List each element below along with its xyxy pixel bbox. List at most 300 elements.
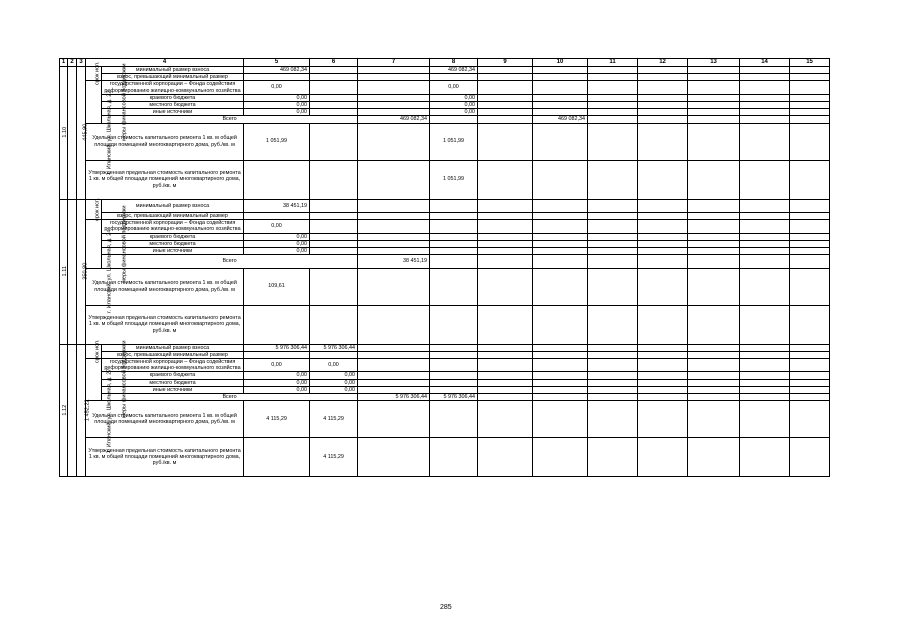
cell-col-8: 469 082,34 bbox=[533, 116, 588, 123]
cell-col-8 bbox=[430, 386, 478, 393]
cell-col-6 bbox=[310, 220, 358, 233]
row-1-over bbox=[60, 212, 830, 219]
cell-col-8: 1 051,99 bbox=[430, 160, 478, 199]
cell-col-9 bbox=[478, 438, 533, 477]
cell-col-13 bbox=[688, 160, 740, 199]
cell-col-7 bbox=[358, 123, 430, 160]
cell-col-15 bbox=[790, 101, 830, 108]
header-col-15: 15 bbox=[790, 59, 830, 67]
cell-col-6 bbox=[310, 212, 358, 219]
cell-col-9 bbox=[478, 66, 533, 73]
cell-col-9 bbox=[478, 74, 533, 81]
cell-col-10 bbox=[638, 393, 688, 400]
total-area: 1 452,22 bbox=[77, 344, 86, 477]
cell-col-13 bbox=[688, 123, 740, 160]
cell-col-6: 4 115,29 bbox=[310, 401, 358, 438]
cell-col-12 bbox=[638, 66, 688, 73]
header-col-5: 5 bbox=[244, 59, 310, 67]
address: г. Иланский, ул. Школьная, д. 22 bbox=[68, 66, 77, 199]
cell-col-11 bbox=[588, 233, 638, 240]
cell-col-14 bbox=[740, 94, 790, 101]
row-0-kray bbox=[60, 94, 830, 101]
cell-col-12 bbox=[638, 401, 688, 438]
cell-col-10 bbox=[533, 123, 588, 160]
cell-col-11 bbox=[588, 199, 638, 212]
cell-col-9 bbox=[478, 344, 533, 351]
cell-col-9 bbox=[588, 393, 638, 400]
cell-col-14 bbox=[740, 66, 790, 73]
cell-col-8: 469 082,34 bbox=[430, 66, 478, 73]
header-col-2: 2 bbox=[68, 59, 77, 67]
cell-col-8 bbox=[533, 255, 588, 268]
cell-col-6: 0,00 bbox=[310, 386, 358, 393]
row-1-utv bbox=[60, 305, 830, 344]
cell-col-13 bbox=[790, 116, 830, 123]
row-1-vsego bbox=[60, 255, 830, 268]
label-vsego: Всего bbox=[102, 116, 358, 123]
cell-col-9 bbox=[478, 101, 533, 108]
row-0-vsego bbox=[60, 116, 830, 123]
cell-col-7 bbox=[358, 74, 430, 81]
cell-col-9 bbox=[478, 386, 533, 393]
cell-col-14 bbox=[740, 233, 790, 240]
cell-col-8 bbox=[430, 358, 478, 371]
cell-col-10 bbox=[533, 81, 588, 94]
header-col-1: 1 bbox=[60, 59, 68, 67]
label-gk: государственной корпорации – Фонда содействия реформированию жилищно-коммунального хозяйства bbox=[102, 358, 244, 371]
cell-col-12 bbox=[638, 240, 688, 247]
cell-col-10 bbox=[533, 247, 588, 254]
cell-col-7 bbox=[358, 66, 430, 73]
cell-col-6 bbox=[310, 247, 358, 254]
row-2-udeln bbox=[60, 401, 830, 438]
cell-col-15 bbox=[790, 386, 830, 393]
cell-col-12 bbox=[638, 74, 688, 81]
row-1-udeln bbox=[60, 268, 830, 305]
cell-col-7 bbox=[358, 109, 430, 116]
cell-col-7 bbox=[358, 94, 430, 101]
cell-col-14 bbox=[740, 220, 790, 233]
cell-col-9 bbox=[478, 109, 533, 116]
cell-col-8 bbox=[430, 268, 478, 305]
label-gk: государственной корпорации – Фонда содействия реформированию жилищно-коммунального хозяйства bbox=[102, 220, 244, 233]
cell-col-8 bbox=[430, 74, 478, 81]
cell-col-7 bbox=[358, 401, 430, 438]
cell-col-6 bbox=[430, 255, 478, 268]
cell-col-13 bbox=[688, 240, 740, 247]
cell-col-9 bbox=[478, 199, 533, 212]
cell-col-15 bbox=[790, 74, 830, 81]
label-kray: краевого бюджета bbox=[102, 372, 244, 379]
cell-col-6 bbox=[310, 81, 358, 94]
cell-col-14 bbox=[740, 199, 790, 212]
cell-col-15 bbox=[790, 220, 830, 233]
cell-col-12 bbox=[638, 199, 688, 212]
row-1-min bbox=[60, 199, 830, 212]
cell-col-12 bbox=[638, 372, 688, 379]
cell-col-11 bbox=[588, 401, 638, 438]
cell-col-11 bbox=[588, 379, 638, 386]
cell-col-7 bbox=[358, 81, 430, 94]
cell-col-7 bbox=[478, 393, 533, 400]
cell-col-11 bbox=[588, 240, 638, 247]
cell-col-9 bbox=[478, 123, 533, 160]
label-inye: иные источники bbox=[102, 247, 244, 254]
cell-col-13 bbox=[688, 109, 740, 116]
cell-col-8 bbox=[430, 220, 478, 233]
cell-col-5: 0,00 bbox=[244, 386, 310, 393]
row-0-inye bbox=[60, 109, 830, 116]
cell-col-11 bbox=[588, 74, 638, 81]
cell-col-10 bbox=[533, 401, 588, 438]
cell-col-14 bbox=[740, 358, 790, 371]
cell-col-9 bbox=[478, 94, 533, 101]
label-min: минимальный размер взноса bbox=[102, 199, 244, 212]
cell-col-6: 0,00 bbox=[310, 358, 358, 371]
cell-col-5: 5 976 306,44 bbox=[244, 344, 310, 351]
cell-col-12 bbox=[638, 247, 688, 254]
cell-col-8 bbox=[430, 351, 478, 358]
header-col-7: 7 bbox=[358, 59, 430, 67]
cell-col-9 bbox=[588, 116, 638, 123]
label-mest: местного бюджета bbox=[102, 379, 244, 386]
total-area: 445,90 bbox=[77, 66, 86, 199]
cell-col-5: 1 051,99 bbox=[244, 123, 310, 160]
cell-col-12 bbox=[740, 393, 790, 400]
cell-col-15 bbox=[790, 351, 830, 358]
srok-label: срок исп. bbox=[86, 344, 102, 358]
header-col-13: 13 bbox=[688, 59, 740, 67]
cell-col-10 bbox=[533, 379, 588, 386]
cell-col-7 bbox=[358, 233, 430, 240]
cell-col-10 bbox=[533, 101, 588, 108]
cell-col-5: 109,61 bbox=[244, 268, 310, 305]
address: г. Иланский, ул. Школьная, д. 27 bbox=[68, 344, 77, 477]
cell-col-11 bbox=[588, 358, 638, 371]
cell-col-14 bbox=[740, 401, 790, 438]
cell-col-11 bbox=[588, 247, 638, 254]
cell-col-13 bbox=[688, 220, 740, 233]
cell-col-9 bbox=[588, 255, 638, 268]
label-udeln: Удельная стоимость капитального ремонта 1 кв. м общей площади помещений многоквартирного дома, руб./кв. м bbox=[86, 268, 244, 305]
row-number: 1.11 bbox=[60, 199, 68, 344]
cell-col-7 bbox=[358, 247, 430, 254]
header-col-6: 6 bbox=[310, 59, 358, 67]
cell-col-13 bbox=[688, 351, 740, 358]
label-udeln: Удельная стоимость капитального ремонта 1 кв. м общей площади помещений многоквартирного дома, руб./кв. м bbox=[86, 123, 244, 160]
row-1-gk bbox=[60, 220, 830, 233]
label-vsego: Всего bbox=[102, 255, 358, 268]
cell-col-12 bbox=[638, 81, 688, 94]
cell-col-13 bbox=[688, 401, 740, 438]
cell-col-11 bbox=[688, 116, 740, 123]
cell-col-12 bbox=[638, 438, 688, 477]
row-2-mest bbox=[60, 379, 830, 386]
cell-col-13 bbox=[688, 358, 740, 371]
header-col-4: 4 bbox=[86, 59, 244, 67]
cell-col-10 bbox=[533, 212, 588, 219]
cell-col-9 bbox=[478, 247, 533, 254]
cell-col-12 bbox=[740, 116, 790, 123]
cell-col-12 bbox=[638, 268, 688, 305]
cell-col-7 bbox=[358, 101, 430, 108]
row-2-vsego bbox=[60, 393, 830, 400]
label-vsego: Всего bbox=[102, 393, 358, 400]
row-2-kray bbox=[60, 372, 830, 379]
cell-col-12 bbox=[638, 379, 688, 386]
cell-col-6 bbox=[310, 199, 358, 212]
cell-col-14 bbox=[740, 123, 790, 160]
cell-col-6 bbox=[310, 101, 358, 108]
cell-col-7 bbox=[478, 116, 533, 123]
cell-col-5: 469 082,34 bbox=[358, 116, 430, 123]
cell-col-7 bbox=[358, 386, 430, 393]
cell-col-5: 0,00 bbox=[244, 247, 310, 254]
cell-col-10 bbox=[533, 268, 588, 305]
row-1-kray bbox=[60, 233, 830, 240]
cell-col-15 bbox=[790, 438, 830, 477]
srok-label: срок исп. bbox=[86, 199, 102, 220]
label-gk: государственной корпорации – Фонда содействия реформированию жилищно-коммунального хозяйства bbox=[102, 81, 244, 94]
row-0-min bbox=[60, 66, 830, 73]
cell-col-10 bbox=[533, 199, 588, 212]
cell-col-12 bbox=[638, 386, 688, 393]
cell-col-10 bbox=[533, 66, 588, 73]
cell-col-9 bbox=[478, 372, 533, 379]
cell-col-5: 0,00 bbox=[244, 94, 310, 101]
row-0-utv bbox=[60, 160, 830, 199]
cell-col-10 bbox=[533, 94, 588, 101]
row-number: 1.12 bbox=[60, 344, 68, 477]
cell-col-5: 0,00 bbox=[244, 109, 310, 116]
cell-col-15 bbox=[790, 344, 830, 351]
cell-col-10 bbox=[533, 438, 588, 477]
cell-col-15 bbox=[790, 66, 830, 73]
cell-col-14 bbox=[740, 81, 790, 94]
cell-col-14 bbox=[740, 247, 790, 254]
cell-col-6: 0,00 bbox=[310, 372, 358, 379]
cell-col-10 bbox=[533, 358, 588, 371]
label-kray: краевого бюджета bbox=[102, 94, 244, 101]
cell-col-8 bbox=[430, 240, 478, 247]
cell-col-8: 0,00 bbox=[430, 109, 478, 116]
header-col-12: 12 bbox=[638, 59, 688, 67]
cell-col-5: 0,00 bbox=[244, 101, 310, 108]
cell-col-11 bbox=[588, 101, 638, 108]
header-col-9: 9 bbox=[478, 59, 533, 67]
cell-col-13 bbox=[688, 379, 740, 386]
cell-col-10 bbox=[533, 160, 588, 199]
srok-label: срок исп. bbox=[86, 66, 102, 80]
cell-col-11 bbox=[588, 160, 638, 199]
cell-col-10 bbox=[638, 255, 688, 268]
cell-col-10 bbox=[533, 344, 588, 351]
cell-col-6 bbox=[310, 351, 358, 358]
row-0-udeln bbox=[60, 123, 830, 160]
cell-col-6 bbox=[310, 160, 358, 199]
cell-col-8: 0,00 bbox=[430, 101, 478, 108]
cell-col-13 bbox=[688, 81, 740, 94]
cell-col-12 bbox=[638, 160, 688, 199]
header-col-14: 14 bbox=[740, 59, 790, 67]
cell-col-14 bbox=[740, 386, 790, 393]
cell-col-6 bbox=[310, 74, 358, 81]
cell-col-15 bbox=[790, 268, 830, 305]
cell-col-5: 0,00 bbox=[244, 358, 310, 371]
cell-col-11 bbox=[588, 344, 638, 351]
cell-col-13 bbox=[688, 305, 740, 344]
cell-col-11 bbox=[588, 123, 638, 160]
cell-col-8 bbox=[430, 199, 478, 212]
cell-col-13 bbox=[688, 94, 740, 101]
cell-col-15 bbox=[790, 358, 830, 371]
cell-col-10 bbox=[533, 74, 588, 81]
label-utv: Утвержденная предельная стоимость капитального ремонта 1 кв. м общей площади помещений многоквартирного дома, руб./кв. м bbox=[86, 305, 244, 344]
cell-col-15 bbox=[790, 379, 830, 386]
cell-col-15 bbox=[790, 94, 830, 101]
label-utv: Утвержденная предельная стоимость капитального ремонта 1 кв. м общей площади помещений многоквартирного дома, руб./кв. м bbox=[86, 438, 244, 477]
row-2-inye bbox=[60, 386, 830, 393]
cell-col-13 bbox=[688, 344, 740, 351]
cell-col-15 bbox=[790, 212, 830, 219]
cell-col-15 bbox=[790, 247, 830, 254]
cell-col-6: 5 976 306,44 bbox=[430, 393, 478, 400]
cell-col-9 bbox=[478, 160, 533, 199]
cell-col-12 bbox=[638, 220, 688, 233]
cell-col-14 bbox=[740, 240, 790, 247]
cell-col-10 bbox=[533, 386, 588, 393]
cell-col-7 bbox=[478, 255, 533, 268]
cell-col-9 bbox=[478, 240, 533, 247]
cell-col-7 bbox=[358, 438, 430, 477]
row-2-over bbox=[60, 351, 830, 358]
cell-col-11 bbox=[588, 212, 638, 219]
cell-col-5: 0,00 bbox=[244, 240, 310, 247]
cell-col-13 bbox=[688, 438, 740, 477]
label-over: взнос, превышающий минимальный размер bbox=[102, 212, 244, 219]
cell-col-5: 0,00 bbox=[244, 233, 310, 240]
cell-col-13 bbox=[688, 199, 740, 212]
cell-col-5: 4 115,29 bbox=[244, 401, 310, 438]
cell-col-5 bbox=[244, 74, 310, 81]
cell-col-12 bbox=[638, 351, 688, 358]
cell-col-14 bbox=[740, 305, 790, 344]
cell-col-12 bbox=[638, 101, 688, 108]
cell-col-14 bbox=[740, 101, 790, 108]
cell-col-13 bbox=[688, 386, 740, 393]
cell-col-7 bbox=[358, 379, 430, 386]
cell-col-13 bbox=[790, 255, 830, 268]
cell-col-8 bbox=[430, 401, 478, 438]
cell-col-11 bbox=[588, 386, 638, 393]
cell-col-5: 0,00 bbox=[244, 379, 310, 386]
cell-col-12 bbox=[638, 94, 688, 101]
cell-col-12 bbox=[638, 123, 688, 160]
cell-col-11 bbox=[588, 305, 638, 344]
cell-col-14 bbox=[740, 351, 790, 358]
cell-col-6 bbox=[310, 109, 358, 116]
cell-col-5: 0,00 bbox=[244, 372, 310, 379]
cell-col-13 bbox=[688, 212, 740, 219]
cell-col-12 bbox=[638, 344, 688, 351]
row-2-utv bbox=[60, 438, 830, 477]
cell-col-15 bbox=[790, 81, 830, 94]
cell-col-11 bbox=[588, 66, 638, 73]
cell-col-8 bbox=[430, 247, 478, 254]
cell-col-14 bbox=[740, 160, 790, 199]
cell-col-11 bbox=[688, 393, 740, 400]
cell-col-10 bbox=[533, 305, 588, 344]
label-kray: краевого бюджета bbox=[102, 233, 244, 240]
cell-col-6: 5 976 306,44 bbox=[310, 344, 358, 351]
cell-col-10 bbox=[533, 233, 588, 240]
page-number: 285 bbox=[440, 604, 452, 611]
cell-col-8 bbox=[430, 212, 478, 219]
cell-col-5 bbox=[244, 438, 310, 477]
cell-col-5: 0,00 bbox=[244, 81, 310, 94]
cell-col-7 bbox=[358, 372, 430, 379]
cell-col-6 bbox=[310, 268, 358, 305]
cell-col-9 bbox=[478, 268, 533, 305]
cell-col-8: 1 051,99 bbox=[430, 123, 478, 160]
cell-col-14 bbox=[740, 268, 790, 305]
cell-col-14 bbox=[740, 379, 790, 386]
cell-col-13 bbox=[688, 247, 740, 254]
capital-repair-table-wrapper bbox=[59, 58, 822, 477]
cell-col-11 bbox=[588, 351, 638, 358]
cell-col-10 bbox=[533, 109, 588, 116]
cell-col-11 bbox=[588, 268, 638, 305]
label-min: минимальный размер взноса bbox=[102, 344, 244, 351]
label-utv: Утвержденная предельная стоимость капитального ремонта 1 кв. м общей площади помещений многоквартирного дома, руб./кв. м bbox=[86, 160, 244, 199]
cell-col-12 bbox=[638, 358, 688, 371]
cell-col-7 bbox=[358, 358, 430, 371]
row-2-gk bbox=[60, 358, 830, 371]
mery-label: меры финансовой поддержки bbox=[86, 358, 102, 400]
cell-col-14 bbox=[740, 438, 790, 477]
cell-col-12 bbox=[638, 109, 688, 116]
cell-col-5: 469 082,34 bbox=[244, 66, 310, 73]
cell-col-6: 0,00 bbox=[310, 379, 358, 386]
cell-col-7 bbox=[358, 199, 430, 212]
cell-col-5 bbox=[244, 212, 310, 219]
cell-col-8 bbox=[430, 344, 478, 351]
cell-col-9 bbox=[478, 305, 533, 344]
cell-col-10 bbox=[638, 116, 688, 123]
cell-col-5 bbox=[244, 160, 310, 199]
cell-col-15 bbox=[790, 305, 830, 344]
mery-label: меры финансовой поддержки bbox=[86, 81, 102, 123]
cell-col-14 bbox=[740, 344, 790, 351]
mery-label: меры финансовой поддержки bbox=[86, 220, 102, 268]
cell-col-9 bbox=[478, 351, 533, 358]
cell-col-6 bbox=[430, 116, 478, 123]
cell-col-15 bbox=[790, 401, 830, 438]
cell-col-13 bbox=[790, 393, 830, 400]
cell-col-8 bbox=[430, 438, 478, 477]
cell-col-6 bbox=[310, 94, 358, 101]
cell-col-6: 4 115,29 bbox=[310, 438, 358, 477]
cell-col-5: 38 451,19 bbox=[244, 199, 310, 212]
cell-col-5 bbox=[244, 305, 310, 344]
label-udeln: Удельная стоимость капитального ремонта 1 кв. м общей площади помещений многоквартирного дома, руб./кв. м bbox=[86, 401, 244, 438]
cell-col-10 bbox=[533, 240, 588, 247]
label-over: взнос, превышающий минимальный размер bbox=[102, 351, 244, 358]
cell-col-13 bbox=[688, 372, 740, 379]
cell-col-6 bbox=[310, 123, 358, 160]
cell-col-12 bbox=[638, 212, 688, 219]
cell-col-8: 0,00 bbox=[430, 94, 478, 101]
